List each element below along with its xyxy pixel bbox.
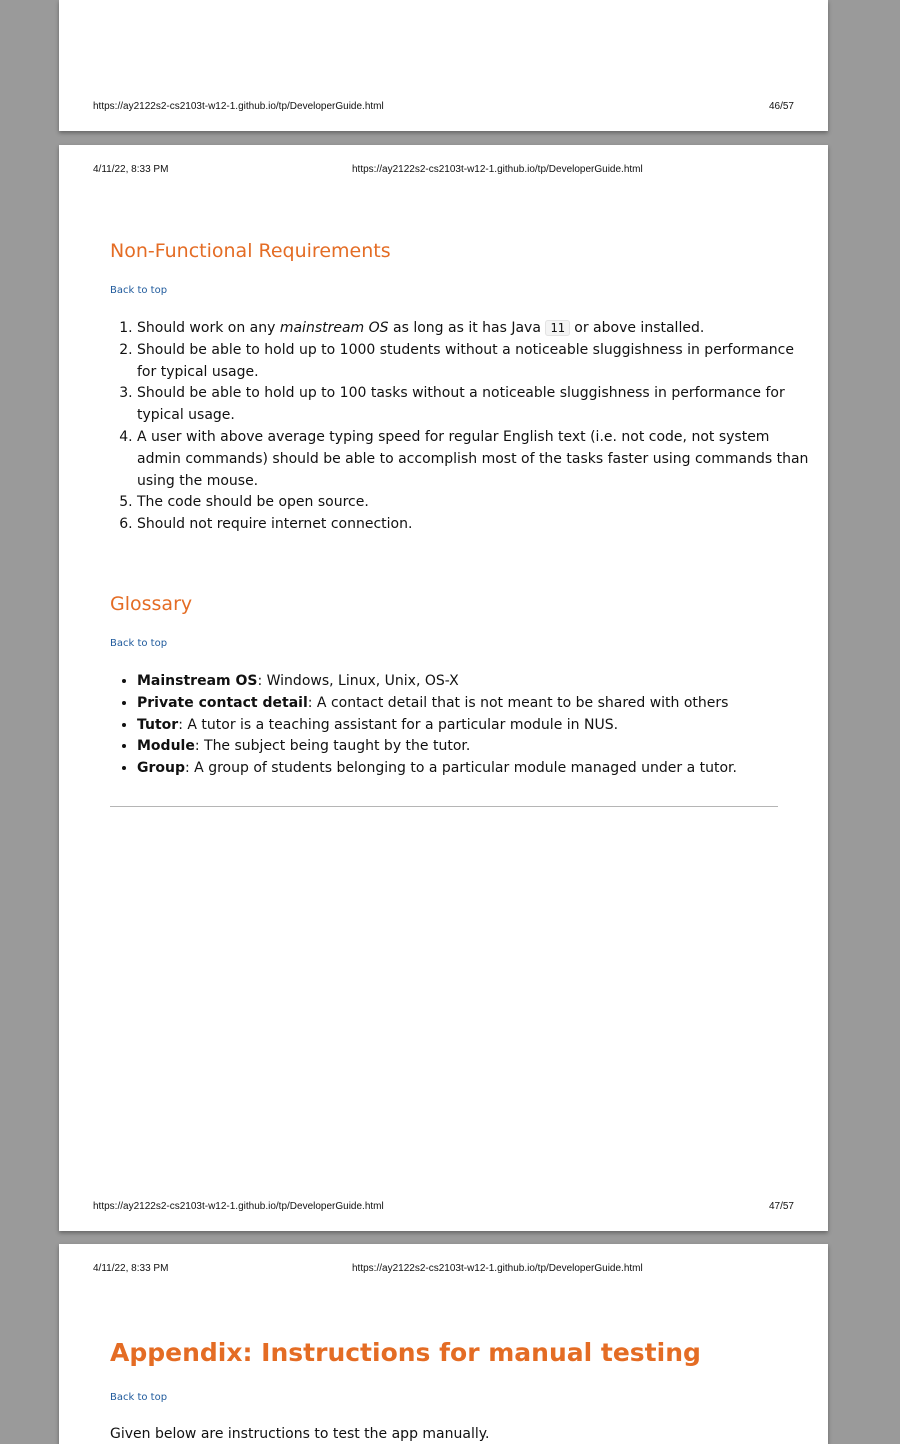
- back-to-top-link[interactable]: Back to top: [110, 638, 168, 649]
- list-item: 1. Should work on any mainstream OS as long as it has Java 11 or above installed.: [137, 318, 817, 340]
- list-item: • Mainstream OS: Windows, Linux, Unix, OS-X: [137, 671, 817, 693]
- page-footer-url: https://ay2122s2-cs2103t-w12-1.github.io/tp/DeveloperGuide.html: [93, 101, 384, 112]
- list-item: • Tutor: A tutor is a teaching assistant for a particular module in NUS.: [137, 715, 817, 737]
- list-item: 4. A user with above average typing speed for regular English text (i.e. not code, not system admin commands) should be able to accomplish most of the tasks faster using commands than using the mouse.: [137, 427, 817, 492]
- glossary-term: Mainstream OS: [137, 673, 258, 689]
- page-footer-number: 46/57: [768, 101, 794, 112]
- nfr-list: [110, 318, 817, 536]
- java-version-code: 11: [545, 320, 569, 336]
- page-header-datetime: 4/11/22, 8:33 PM: [93, 164, 169, 175]
- glossary-term: Group: [137, 760, 186, 777]
- list-item: • Private contact detail: A contact detail that is not meant to be shared with others: [137, 693, 817, 715]
- page-footer-url: https://ay2122s2-cs2103t-w12-1.github.io/tp/DeveloperGuide.html: [93, 1201, 384, 1212]
- intro-paragraph: Given below are instructions to test the app manually.: [110, 1426, 490, 1442]
- list-item: 3. Should be able to hold up to 100 tasks without a noticeable sluggishness in performance for typical usage.: [137, 383, 817, 427]
- list-item: 2. Should be able to hold up to 1000 students without a noticeable sluggishness in performance for typical usage.: [137, 340, 817, 384]
- list-item: 5. The code should be open source.: [137, 492, 817, 514]
- page-header-datetime: 4/11/22, 8:33 PM: [93, 1263, 169, 1274]
- page-header-url: https://ay2122s2-cs2103t-w12-1.github.io/tp/DeveloperGuide.html: [352, 164, 643, 175]
- list-item: • Module: The subject being taught by the tutor.: [137, 736, 817, 758]
- list-item: 6. Should not require internet connection.: [137, 514, 817, 536]
- pdf-page-46: [59, 0, 828, 131]
- list-item: • Group: A group of students belonging to a particular module managed under a tutor.: [137, 758, 817, 780]
- back-to-top-link[interactable]: Back to top: [110, 1392, 168, 1403]
- pdf-page-48: [59, 1244, 828, 1444]
- glossary-list: [110, 671, 817, 780]
- pdf-page-47: [59, 145, 828, 1231]
- page-header-url: https://ay2122s2-cs2103t-w12-1.github.io/tp/DeveloperGuide.html: [352, 1263, 643, 1274]
- glossary-heading: Glossary: [110, 593, 193, 615]
- glossary-term: Module: [137, 738, 195, 755]
- glossary-term: Private contact detail: [137, 694, 308, 711]
- back-to-top-link[interactable]: Back to top: [110, 285, 168, 296]
- glossary-term: Tutor: [137, 716, 179, 733]
- section-divider: [110, 806, 778, 807]
- page-footer-number: 47/57: [768, 1201, 794, 1212]
- nfr-heading: Non-Functional Requirements: [110, 240, 391, 262]
- appendix-heading: Appendix: Instructions for manual testing: [110, 1338, 701, 1367]
